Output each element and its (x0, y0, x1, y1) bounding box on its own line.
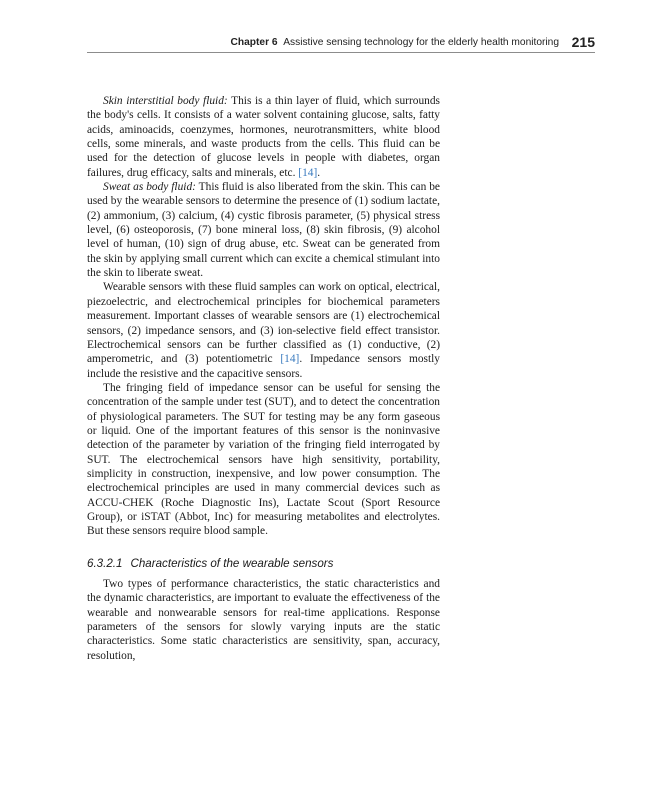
paragraph-text-end: . Impedance sensors mostly include the resistive and the capacitive sensors. (87, 353, 440, 380)
paragraph-text: This fluid is also liberated from the skin. This can be used by the wearable sensors to determine the presence of (1) sodium lactate, (2) ammonium, (3) calcium, (4) cystic fibrosis parameter, (5) physical stress level, (6) osteoporosis, (7) bone mineral loss, (8) skin fibrosis, (9) alcohol level of human, (10) sign of drug abuse, etc. Sweat can be generated from the skin by applying small current which can excite a chemical stimulant into the skin to liberate sweat. (87, 181, 440, 280)
paragraph-sweat (87, 180, 440, 280)
paragraph-text: Two types of performance characteristics, the static characteristics and the dynamic characteristics, are important to evaluate the effectiveness of the wearable and nonwearable sensors for real-time applications. Response parameters of the sensors for slowly varying inputs are the static characteristics. Some static characteristics are sensitivity, span, accuracy, resolution, (87, 578, 440, 662)
paragraph-text: Wearable sensors with these fluid samples can work on optical, electrical, piezoelectric, and electrochemical principles for biochemical parameters measurement. Important classes of wearable sensors are (1) electrochemical sensors, (2) impedance sensors, and (3) ion-selective field effect transistor. Electrochemical sensors can be further classified as (1) conductive, (2) amperometric, and (3) potentiometric (87, 281, 440, 366)
paragraph-characteristics (87, 577, 440, 663)
section-heading (87, 557, 440, 571)
running-header (87, 34, 595, 53)
header-chapter: Chapter 6 (230, 37, 278, 48)
paragraph-fringing-field (87, 381, 440, 539)
paragraph-text-end: . (317, 166, 321, 179)
section-number: 6.3.2.1 (87, 556, 123, 570)
body-text (87, 94, 440, 663)
section-title: Characteristics of the wearable sensors (130, 556, 334, 570)
header-chapter-title: Assistive sensing technology for the elderly health monitoring (283, 37, 559, 48)
paragraph-interstitial-fluid (87, 94, 440, 180)
header-chapter-text (231, 37, 559, 48)
paragraph-lead: Skin interstitial body fluid: (103, 95, 228, 107)
paragraph-text: This is a thin layer of fluid, which surrounds the body's cells. It consists of a water solvent containing glucose, salts, fatty acids, aminoacids, coenzymes, hormones, neurotransmitters, white blood cells, some minerals, and waste products from the cells. This fluid can be used for the detection of glucose levels in people with diabetes, organ failures, drug efficacy, salts and minerals, etc. (87, 95, 440, 179)
paragraph-lead: Sweat as body fluid: (103, 181, 196, 194)
page-number: 215 (571, 34, 595, 50)
paragraph-text: The fringing field of impedance sensor can be useful for sensing the concentration of the sample under test (SUT), and to detect the concentration of physiological parameters. The SUT for testing may be any form gaseous or liquid. One of the important features of this sensor is the noninvasive detection of the parameter by variation of the fringing field interrogated by SUT. The electrochemical sensors have high sensitivity, portability, simplicity in construction, inexpensive, and low power consumption. The electrochemical principles are used in many commercial devices such as ACCU-CHEK (Roche Diagnostic Ins), Lactate Scout (Sport Resource Group), or iSTAT (Abbot, Inc) for measuring metabolites and electrolytes. But these sensors require blood sample. (87, 381, 440, 538)
citation-link[interactable]: [14] (298, 166, 318, 179)
paragraph-wearable-sensors (87, 280, 440, 380)
citation-link[interactable]: [14] (280, 353, 300, 366)
